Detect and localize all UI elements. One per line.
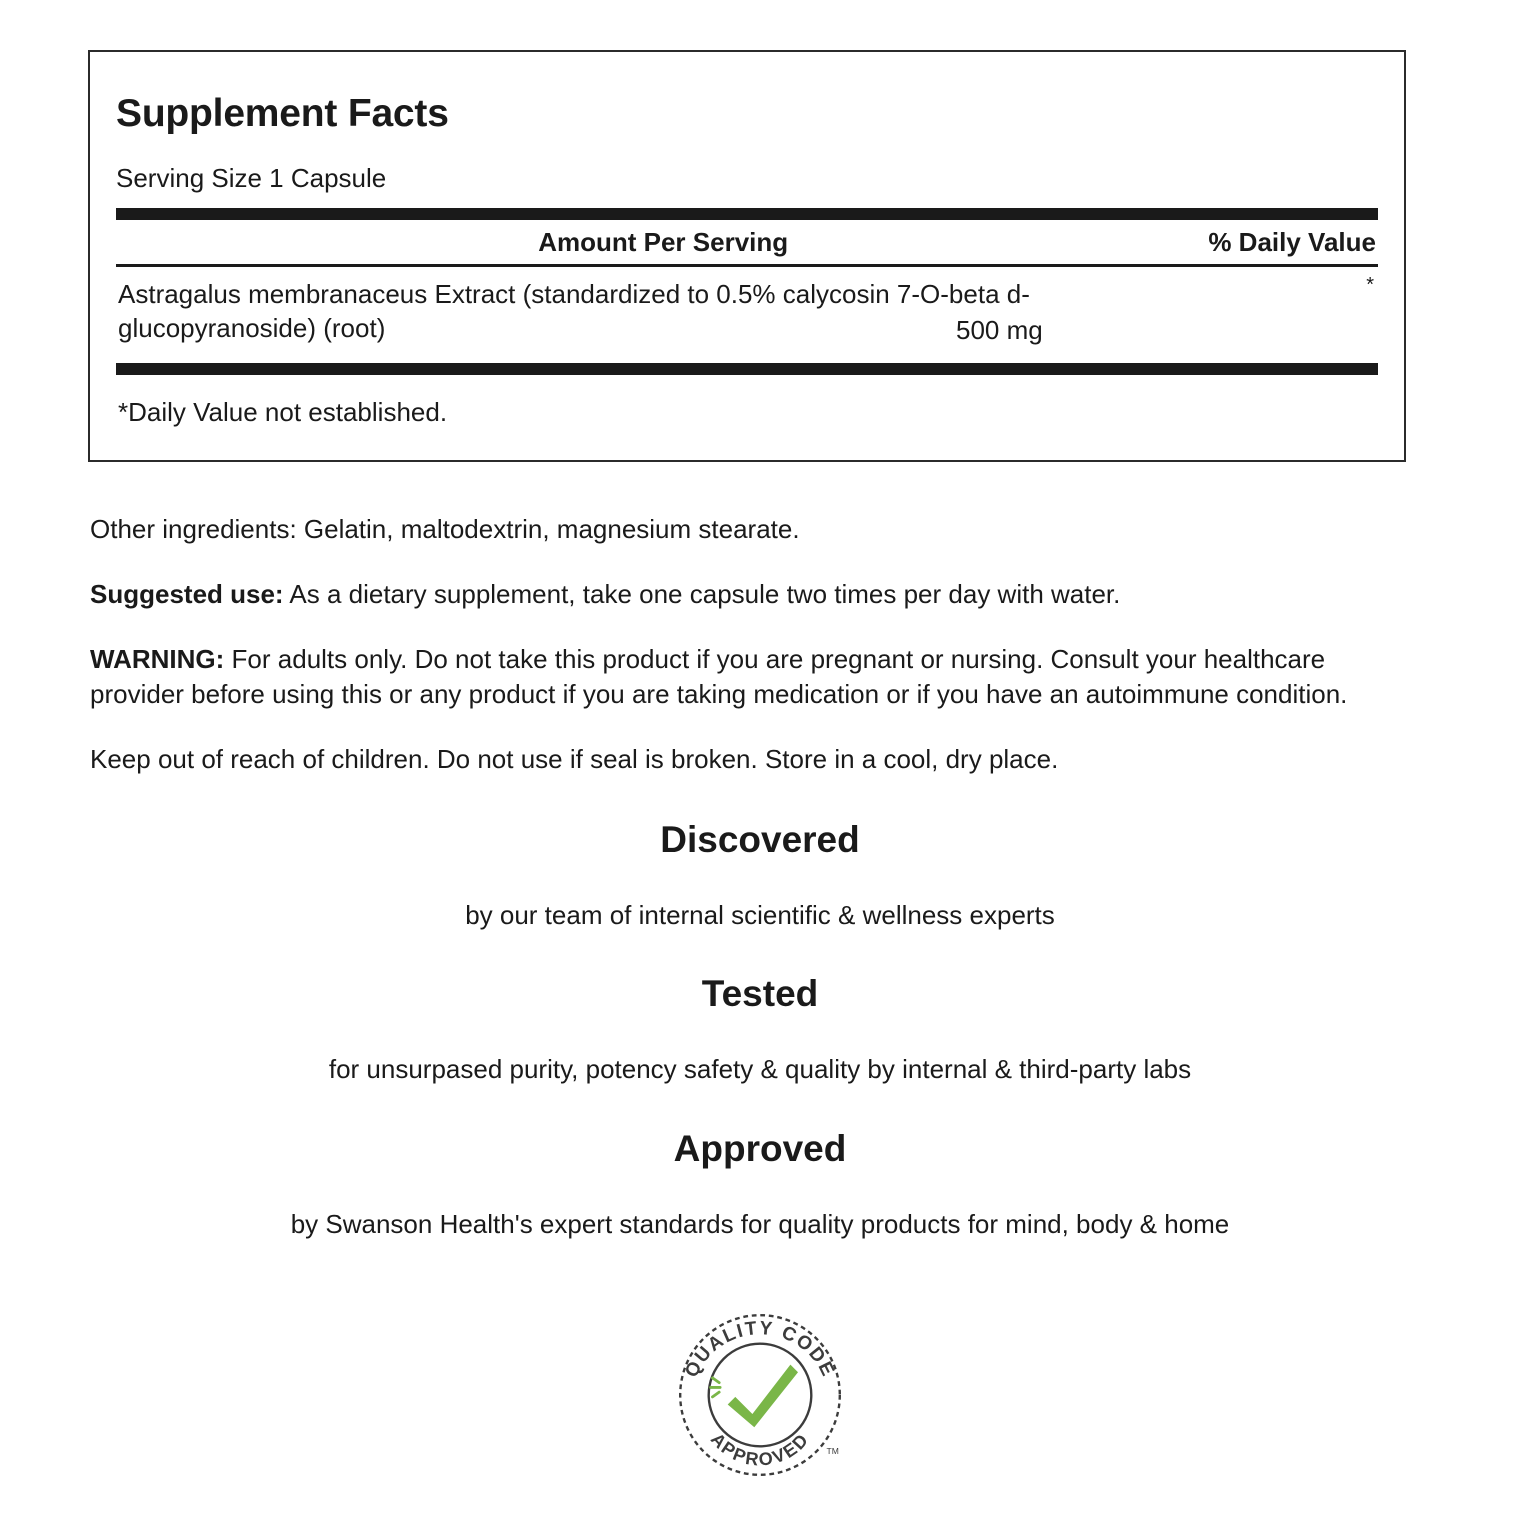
svg-text:APPROVED: APPROVED [706, 1428, 814, 1470]
warning [90, 642, 1410, 712]
column-header-daily-value: % Daily Value [1208, 226, 1376, 257]
other-ingredients: Other ingredients: Gelatin, maltodextrin, magnesium stearate. [90, 514, 800, 544]
promise-subtext-discovered: by our team of internal scientific & wellness experts [465, 899, 1055, 930]
column-header-amount: Amount Per Serving [538, 226, 789, 257]
supplement-facts-title: Supplement Facts [116, 92, 449, 135]
promise-heading-tested: Tested [701, 973, 819, 1015]
svg-text:QUALITY CODE: QUALITY CODE [681, 1317, 839, 1381]
suggested-use [90, 577, 1410, 612]
suggested-use-label: Suggested use: [90, 579, 284, 610]
supplement-facts-panel [88, 50, 1406, 462]
divider-thick-top [116, 208, 1378, 220]
quality-code-approved-seal [665, 1300, 855, 1490]
facts-table-header [116, 220, 1378, 264]
promise-subtext-tested: for unsurpased purity, potency safety & quality by internal & third-party labs [328, 1054, 1192, 1085]
serving-size: Serving Size 1 Capsule [116, 162, 387, 193]
suggested-use-text: As a dietary supplement, take one capsule two times per day with water. [283, 579, 1121, 610]
daily-value-footnote: *Daily Value not established. [118, 396, 448, 427]
ingredient-amount: 500 mg [956, 314, 1043, 345]
label-body-copy [90, 512, 1410, 807]
promise-heading-approved: Approved [673, 1127, 847, 1169]
promise-subtext-approved: by Swanson Health's expert standards for quality products for mind, body & home [290, 1208, 1230, 1239]
ingredient-daily-value: * [1366, 273, 1374, 296]
ingredient-name: Astragalus membranaceus Extract (standardized to 0.5% calycosin 7-O-beta d-glucopyranoside) (root) [118, 278, 1030, 344]
svg-text:TM: TM [826, 1445, 839, 1456]
storage-instructions: Keep out of reach of children. Do not use if seal is broken. Store in a cool, dry place. [90, 744, 1059, 775]
warning-label: WARNING: [90, 644, 225, 675]
table-row [116, 267, 1378, 363]
warning-text: For adults only. Do not take this product if you are pregnant or nursing. Consult your healthcare provider before using this or any product if you are taking medication or if you have an autoimmune condition. [90, 644, 1348, 710]
brand-promise-section [0, 820, 1520, 1283]
promise-heading-discovered: Discovered [660, 819, 860, 860]
divider-thick-bottom [116, 363, 1378, 375]
